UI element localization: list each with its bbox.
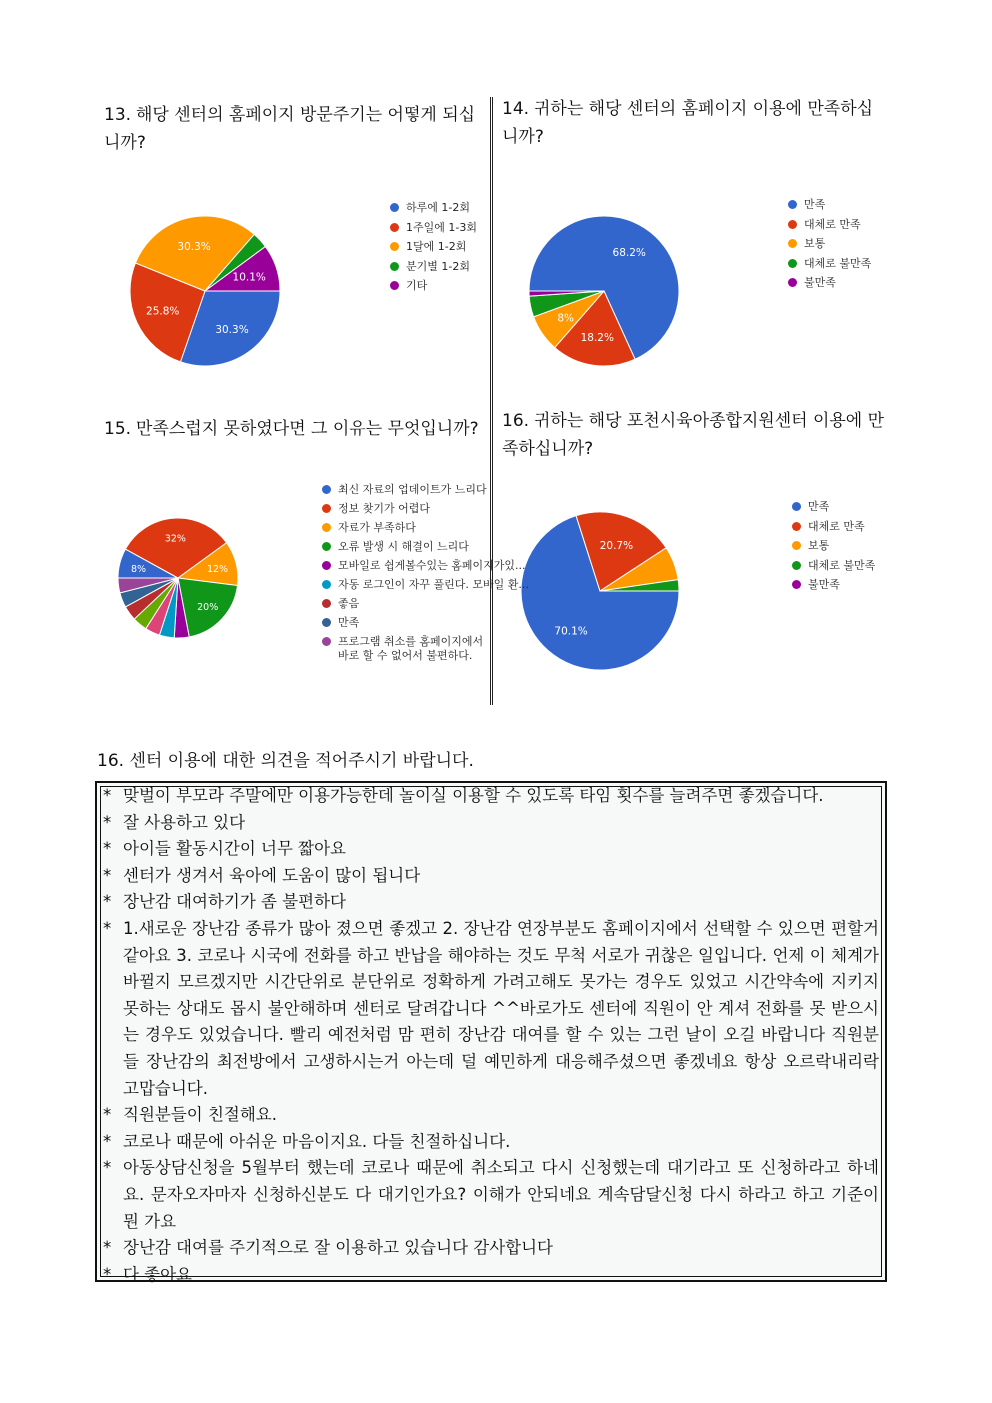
legend-item xyxy=(792,500,875,520)
legend-swatch xyxy=(322,599,331,608)
opinion-text: 맞벌이 부모라 주말에만 이용가능한데 놀이실 이용할 수 있도록 타임 횟수를 늘려주면 좋겠습니다. xyxy=(123,786,824,805)
legend-swatch xyxy=(390,242,399,251)
opinion-text: 장난감 대여를 주기적으로 잘 이용하고 있습니다 감사합니다 xyxy=(123,1238,553,1258)
legend-label: 최신 자료의 업데이트가 느리다 xyxy=(338,483,487,496)
legend-item xyxy=(322,616,529,635)
q15-title xyxy=(104,415,488,443)
opinions-list xyxy=(103,783,879,1288)
legend-swatch xyxy=(390,223,399,232)
legend-swatch xyxy=(788,278,797,287)
legend-swatch xyxy=(322,561,331,570)
opinion-item xyxy=(103,1262,879,1289)
q13-text: 해당 센터의 홈페이지 방문주기는 어떻게 되십니까? xyxy=(104,105,476,153)
legend-label: 정보 찾기가 어렵다 xyxy=(338,502,431,515)
legend-item xyxy=(390,221,477,241)
legend-item xyxy=(792,539,875,559)
legend-item xyxy=(322,597,529,616)
opinion-text: 직원분들이 친절해요. xyxy=(123,1105,277,1125)
legend-item xyxy=(390,201,477,221)
opinions-box xyxy=(95,781,887,1282)
legend-swatch xyxy=(792,522,801,531)
opinion-item xyxy=(103,916,879,1102)
opinion-text: 1.새로운 장난감 종류가 많아 졌으면 좋겠고 2. 장난감 연장부분도 홈페이지에서 선택할 수 있으면 편할거 같아요 3. 코로나 시국에 전화를 하고 반납을 해야하는 것도 무척 서로가 귀찮은 일입니다. 언제 이 체계가 바뀔지 모르겠지만 시간단위로 분단위로 정확하게 가려고해도 못가는 경우도 있었고 시간약속에 지키지 못하는 상대도 몹시 불안해하며 센터로 달려갑니다 ^^바로가도 센터에 직원이 안 계셔 전화를 못 받으시는 경우도 있었습니다. 빨리 예전처럼 맘 편히 장난감 대여를 할 수 있는 그런 날이 오길 바랍니다 직원분들 장난감의 최전방에서 고생하시는거 아는데 덜 예민하게 대응해주셨으면 좋겠네요 항상 오르락내리락 고맙습니다. xyxy=(123,918,879,1098)
legend-item xyxy=(322,559,529,578)
legend-label: 만족 xyxy=(338,616,360,629)
q16-text: 귀하는 해당 포천시육아종합지원센터 이용에 만족하십니까? xyxy=(502,411,885,459)
legend-item xyxy=(322,502,529,521)
slice-data-label: 8% xyxy=(130,563,147,575)
legend-label: 보통 xyxy=(808,539,830,552)
legend-swatch xyxy=(390,203,399,212)
slice-data-label: 25.8% xyxy=(146,305,180,318)
legend-label: 하루에 1-2회 xyxy=(406,201,470,214)
legend-swatch xyxy=(322,618,331,627)
opinion-item xyxy=(103,1155,879,1235)
legend-swatch xyxy=(788,239,797,248)
opinion-bullet: * xyxy=(103,1264,112,1284)
opinion-bullet: * xyxy=(103,1105,112,1125)
legend-swatch xyxy=(322,542,331,551)
q16-number: 16. xyxy=(502,411,530,431)
legend-label: 대체로 만족 xyxy=(804,217,861,231)
legend-label: 만족 xyxy=(804,198,826,211)
legend-item xyxy=(788,218,871,238)
legend-item xyxy=(788,276,871,296)
q16-title xyxy=(502,407,886,463)
opinion-text: 아동상담신청을 5월부터 했는데 코로나 때문에 취소되고 다시 신청했는데 대기라고 또 신청하라고 하네요. 문자오자마자 신청하신분도 다 대기인가요? 이해가 안되네요 계속담달신청 다시 하라고 하고 기준이 뭔 가요 xyxy=(123,1158,879,1231)
legend-swatch xyxy=(792,561,801,570)
pie-chart-q16 xyxy=(518,500,683,682)
opinion-bullet: * xyxy=(103,865,112,885)
legend-label: 1달에 1-2회 xyxy=(406,240,467,253)
opinion-text: 센터가 생겨서 육아에 도움이 많이 됩니다 xyxy=(123,865,421,885)
legend-label: 좋음 xyxy=(338,597,360,610)
opinion-bullet: * xyxy=(103,786,112,805)
opinion-item xyxy=(103,1102,879,1129)
opinion-text: 잘 사용하고 있다 xyxy=(123,812,246,832)
opinion-bullet: * xyxy=(103,918,112,938)
opinion-item xyxy=(103,783,879,810)
legend-swatch xyxy=(788,200,797,209)
legend-swatch xyxy=(322,580,331,589)
legend-item xyxy=(788,237,871,257)
legend-item xyxy=(322,483,529,502)
legend-swatch xyxy=(390,262,399,271)
slice-data-label: 30.3% xyxy=(215,323,249,336)
legend-q13 xyxy=(390,201,477,299)
legend-swatch xyxy=(792,502,801,511)
opinion-text: 다 좋아요 xyxy=(123,1264,193,1284)
opinion-item xyxy=(103,1129,879,1156)
q15-number: 15. xyxy=(104,419,132,439)
slice-data-label: 70.1% xyxy=(554,625,588,638)
opinion-item xyxy=(103,836,879,863)
slice-data-label: 30.3% xyxy=(177,240,211,253)
legend-label: 대체로 만족 xyxy=(808,519,865,533)
legend-item xyxy=(322,635,493,669)
opinion-bullet: * xyxy=(103,1238,112,1258)
opinion-text: 장난감 대여하기가 좀 불편하다 xyxy=(123,892,346,912)
legend-swatch xyxy=(322,523,331,532)
legend-swatch xyxy=(322,637,331,646)
legend-item xyxy=(322,521,529,540)
legend-label: 프로그램 취소를 홈페이지에서 바로 할 수 없어서 불편하다. xyxy=(338,635,484,662)
legend-q15 xyxy=(322,483,529,669)
opinion-bullet: * xyxy=(103,1131,112,1151)
q14-number: 14. xyxy=(502,99,530,119)
opinion-item xyxy=(103,810,879,837)
legend-swatch xyxy=(788,259,797,268)
legend-item xyxy=(390,279,477,299)
opinion-text: 코로나 때문에 아쉬운 마음이지요. 다들 친절하십니다. xyxy=(123,1131,511,1151)
legend-label: 자동 로그인이 자꾸 풀린다. 모바일 환... xyxy=(338,578,529,591)
legend-item xyxy=(322,578,529,597)
legend-label: 만족 xyxy=(808,500,830,513)
legend-item xyxy=(390,240,477,260)
legend-swatch xyxy=(390,281,399,290)
slice-data-label: 32% xyxy=(164,533,186,545)
opinion-item xyxy=(103,889,879,916)
opinion-item xyxy=(103,1235,879,1262)
pie-chart-q15 xyxy=(113,478,243,678)
opinion-bullet: * xyxy=(103,812,112,832)
legend-item xyxy=(792,578,875,598)
legend-label: 불만족 xyxy=(804,276,836,289)
legend-q14 xyxy=(788,198,871,296)
legend-item xyxy=(788,198,871,218)
legend-item xyxy=(792,520,875,540)
q13-title xyxy=(104,101,488,157)
opinion-item xyxy=(103,863,879,890)
slice-data-label: 68.2% xyxy=(612,246,646,259)
legend-label: 모바일로 쉽게볼수있는 홈페이지가있... xyxy=(338,559,526,572)
q15-text: 만족스럽지 못하였다면 그 이유는 무엇입니까? xyxy=(136,419,479,439)
legend-q16 xyxy=(792,500,875,598)
opinions-title: 16. 센터 이용에 대한 의견을 적어주시기 바랍니다. xyxy=(97,751,474,771)
legend-label: 보통 xyxy=(804,237,826,250)
legend-swatch xyxy=(788,220,797,229)
slice-data-label: 20.7% xyxy=(599,539,634,552)
legend-label: 기타 xyxy=(406,279,428,292)
legend-item xyxy=(788,257,871,277)
legend-item xyxy=(322,540,529,559)
legend-swatch xyxy=(322,504,331,513)
slice-data-label: 8% xyxy=(557,312,575,325)
legend-swatch xyxy=(792,541,801,550)
slice-data-label: 18.2% xyxy=(580,332,614,344)
legend-label: 1주일에 1-3회 xyxy=(406,220,477,234)
slice-data-label: 12% xyxy=(206,563,229,575)
opinion-bullet: * xyxy=(103,892,112,912)
opinion-text: 아이들 활동시간이 너무 짧아요 xyxy=(123,839,346,859)
legend-label: 자료가 부족하다 xyxy=(338,521,416,534)
legend-item xyxy=(390,260,477,280)
legend-label: 분기별 1-2회 xyxy=(406,259,470,273)
slice-data-label: 10.1% xyxy=(232,271,266,284)
q13-number: 13. xyxy=(104,105,132,125)
legend-label: 오류 발생 시 해결이 느리다 xyxy=(338,540,469,553)
legend-label: 대체로 불만족 xyxy=(808,558,876,572)
opinion-bullet: * xyxy=(103,1158,112,1178)
legend-swatch xyxy=(792,580,801,589)
legend-label: 대체로 불만족 xyxy=(804,256,872,270)
pie-chart-q14 xyxy=(524,195,684,387)
slice-data-label: 20% xyxy=(197,601,219,613)
legend-label: 불만족 xyxy=(808,578,840,591)
q14-text: 귀하는 해당 센터의 홈페이지 이용에 만족하십니까? xyxy=(502,99,874,147)
pie-chart-q13 xyxy=(125,195,285,387)
legend-item xyxy=(792,559,875,579)
q14-title xyxy=(502,95,886,151)
opinion-bullet: * xyxy=(103,839,112,859)
legend-swatch xyxy=(322,485,331,494)
